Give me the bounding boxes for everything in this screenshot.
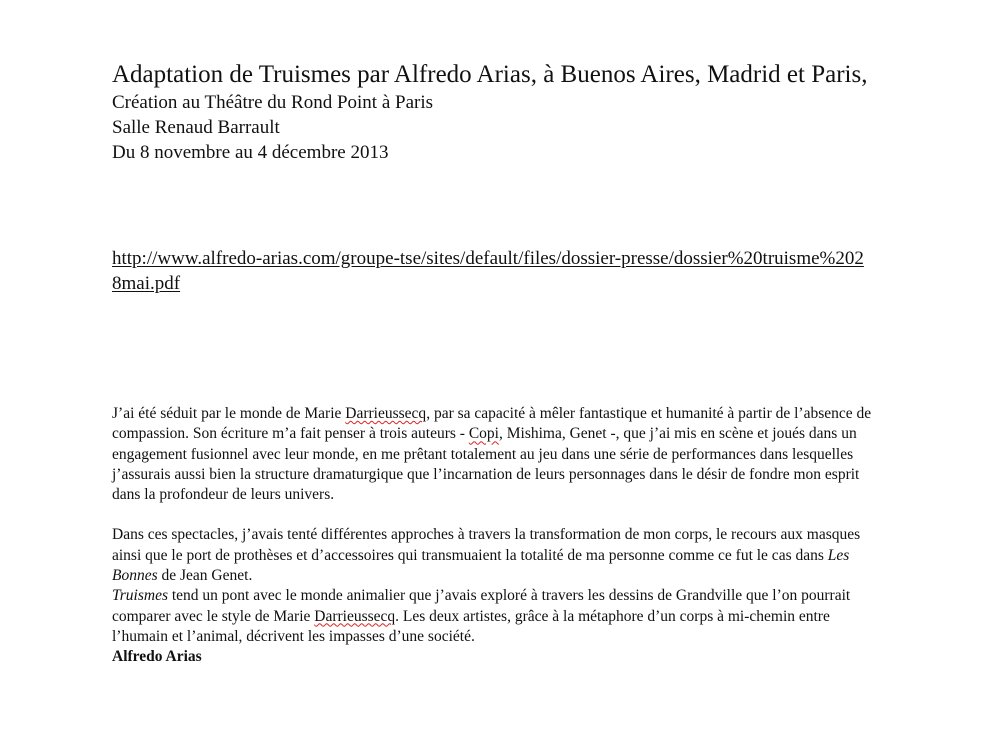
paragraph-2-seg1: Dans ces spectacles, j’avais tenté différentes approches à travers la transformation de mon corps, le recours aux masques ainsi que le port de prothèses et d’accessoires qui transmuaient la totalité de ma personne comme ce fut le cas dans (112, 526, 861, 564)
document-title: Adaptation de Truismes par Alfredo Arias, à Buenos Aires, Madrid et Paris, (112, 61, 868, 88)
signature: Alfredo Arias (112, 648, 202, 666)
spellcheck-word[interactable]: Darrieussecq (314, 607, 396, 625)
spellcheck-word[interactable]: Copi (468, 425, 499, 443)
paragraph-1-seg2: , par sa capacité à mêler fantastique et humanité à partir de l’absence de compassion. Son écriture m’a fait penser à trois auteurs - (112, 405, 872, 443)
paragraph-1-seg1: J’ai été séduit par le monde de Marie (112, 405, 346, 422)
body-text (112, 404, 872, 668)
document-header (112, 60, 892, 165)
work-title: Truismes (112, 587, 168, 605)
paragraph-2 (112, 525, 872, 586)
link-block (112, 246, 872, 296)
hall-line: Salle Renaud Barrault (112, 117, 280, 138)
venue-line: Création au Théâtre du Rond Point à Paris (112, 92, 434, 113)
paragraph-2-seg2: de Jean Genet. (157, 567, 253, 585)
paragraph-1 (112, 404, 872, 505)
date-line: Du 8 novembre au 4 décembre 2013 (112, 142, 389, 163)
play-title: Les Bonnes (112, 546, 850, 585)
paragraph-3 (112, 586, 872, 647)
press-kit-link[interactable]: http://www.alfredo-arias.com/groupe-tse/sites/default/files/dossier-presse/dossier%20truisme%2028mai.pdf (112, 248, 864, 294)
paragraph-1-seg3: , Mishima, Genet -, que j’ai mis en scène et joués dans un engagement fusionnel avec leur monde, en me prêtant totalement au jeu dans une série de performances dans lesquelles j’assurais aussi bien la structure dramaturgique que l’incarnation de leurs personnages dans le désir de fondre mon esprit dans la profondeur de leurs univers. (112, 425, 860, 504)
paragraph-3-seg2: . Les deux artistes, grâce à la métaphore d’un corps à mi-chemin entre l’humain et l’animal, décrivent les impasses d’une société. (112, 607, 830, 645)
paragraph-3-seg1: tend un pont avec le monde animalier que j’avais exploré à travers les dessins de Grandville que l’on pourrait comparer avec le style de Marie (112, 587, 851, 625)
paragraph-gap (112, 505, 872, 525)
spellcheck-word[interactable]: Darrieussecq (345, 405, 427, 422)
